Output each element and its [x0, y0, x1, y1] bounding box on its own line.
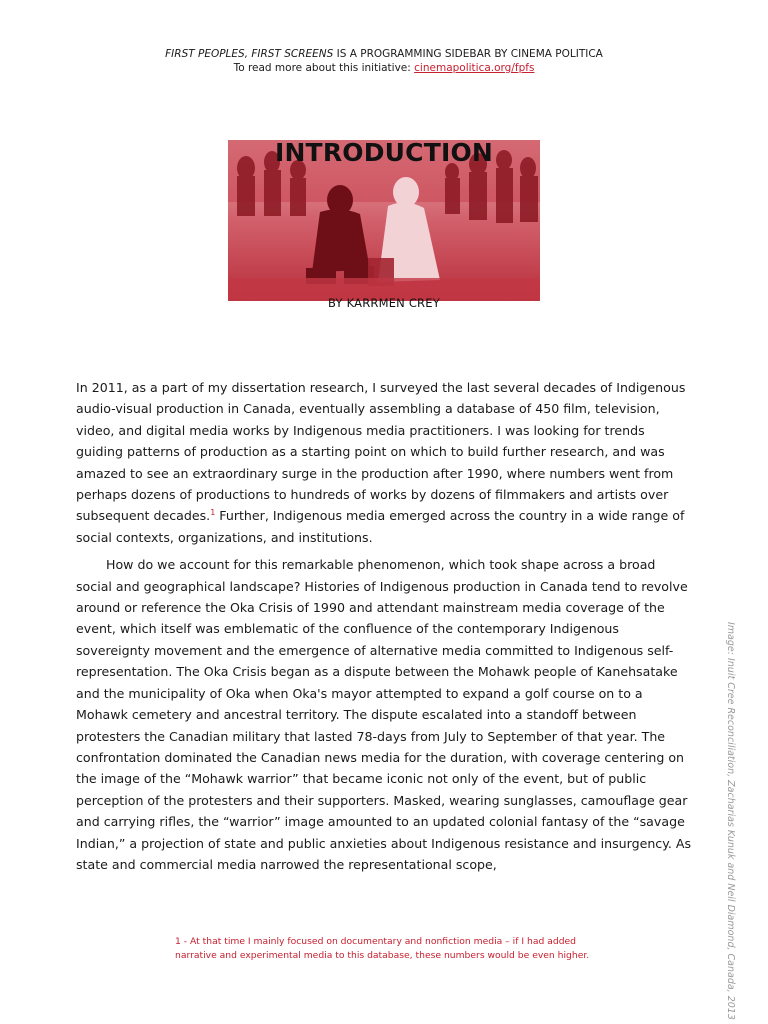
page-header — [0, 47, 768, 75]
footnote — [175, 935, 605, 963]
read-more-text: To read more about this initiative: — [233, 62, 415, 74]
paragraph-1-text: In 2011, as a part of my dissertation research, I surveyed the last several decades of Indigenous audio-visual production in Canada, eventually assembling a database of 450 film, television, video, and digital media works by Indigenous media practitioners. I was looking for trends guiding patterns of production as a starting point on which to build further research, and was amazed to see an extraordinary surge in the production after 1990, where numbers went from perhaps dozens of productions to hundreds of works by dozens of filmmakers and artists over subsequent decades. — [76, 380, 686, 524]
sidebar-description: IS A PROGRAMMING SIDEBAR BY CINEMA POLITICA — [333, 48, 603, 60]
author-byline: BY KARRMEN CREY — [328, 296, 440, 310]
sidebar-title: FIRST PEOPLES, FIRST SCREENS — [165, 48, 334, 60]
header-line-1 — [0, 47, 768, 61]
page-title: INTRODUCTION — [274, 138, 494, 167]
article-body — [76, 377, 692, 881]
paragraph-1-tail: Further, Indigenous media emerged across the country in a wide range of social contexts, organizations, and institutions. — [76, 508, 685, 545]
initiative-link[interactable]: cinemapolitica.org/fpfs — [414, 62, 535, 74]
image-credit — [722, 622, 744, 1020]
paragraph-2: How do we account for this remarkable phenomenon, which took shape across a broad social and geographical landscape? Histories of Indigenous production in Canada tend to revolve around or reference the Oka Crisis of 1990 and attendant mainstream media coverage of the event, which itself was emblematic of the confluence of the contemporary Indigenous sovereignty movement and the emergence of alternative media committed to Indigenous self-representation. The Oka Crisis began as a dispute between the Mohawk people of Kanehsatake and the municipality of Oka when Oka's mayor attempted to expand a golf course on to a Mohawk cemetery and ancestral territory. The dispute escalated into a standoff between protesters the Canadian military that lasted 78-days from July to September of that year. The confrontation dominated the Canadian news media for the duration, with coverage centering on the image of the “Mohawk warrior” that became iconic not only of the event, but of public perception of the protesters and their supporters. Masked, wearing sunglasses, camouflage gear and carrying rifles, the “warrior” image amounted to an updated colonial fantasy of the “savage Indian,” a projection of state and public anxieties about Indigenous resistance and insurgency. As state and commercial media narrowed the representational scope, — [76, 557, 692, 872]
footnote-line-2: narrative and experimental media to this database, these numbers would be even higher. — [175, 950, 590, 961]
header-line-2 — [0, 61, 768, 75]
image-credit-text: Image: Inuit Cree Reconciliation, Zacharias Kunuk and Neil Diamond, Canada, 2013 — [725, 622, 736, 1020]
paragraph-1 — [76, 377, 692, 548]
footnote-line-1: 1 - At that time I mainly focused on documentary and nonfiction media – if I had added — [175, 936, 577, 947]
footnote-reference[interactable]: 1 — [210, 508, 216, 518]
